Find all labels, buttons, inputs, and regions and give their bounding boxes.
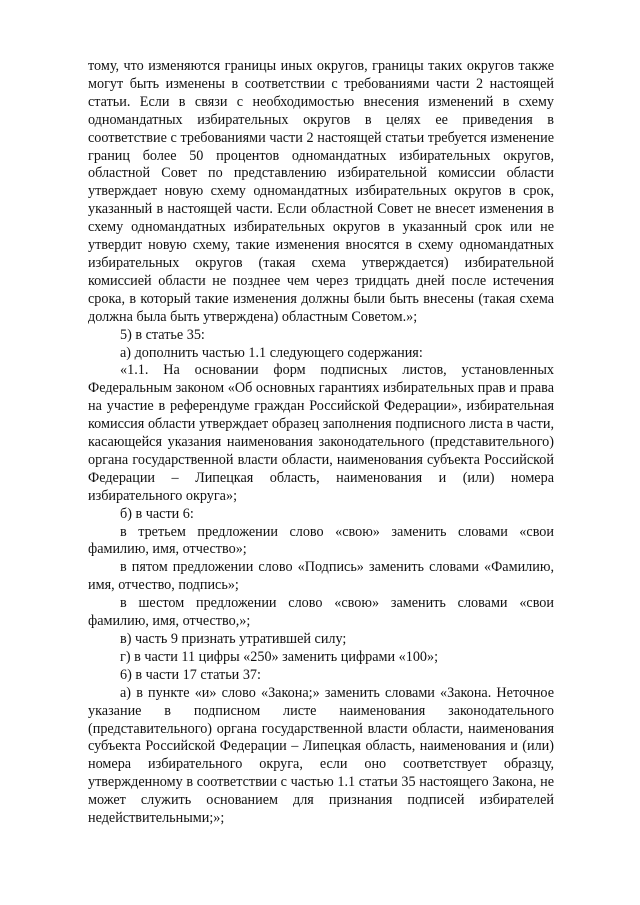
paragraph-third-sentence: в третьем предложении слово «свою» заменить словами «свои фамилию, имя, отчество»; [88,523,554,558]
paragraph-item-5v: в) часть 9 признать утратившей силу; [120,631,347,647]
paragraph-item-5a: а) дополнить частью 1.1 следующего содержания: [120,344,423,361]
paragraph-item-6a: а) в пункте «и» слово «Закона;» заменить словами «Закона. Неточное указание в подписном листе наименования законодательного (представительного) органа государственной власти области, наименования субъекта Российской Федерации – Липецкая область, наименования и (или) номера избирательного округа, если оно соответствует образцу, утвержденному в соответствии с частью 1.1 статьи 35 настоящего Закона, не может служить основанием для признания подписей избирателей недействительными;»; [88,684,554,827]
paragraph-continuation: тому, что изменяются границы иных округов, границы таких округов также могут быть изменены в соответствии с требованиями части 2 настоящей статьи. Если в связи с необходимостью внесения изменений в схему одномандатных избирательных округов в целях ее приведения в соответствие с требованиями части 2 настоящей статьи требуется изменение границ более 50 процентов одномандатных избирательных округов, областной Совет по представлению избирательной комиссии области утверждает новую схему одномандатных избирательных округов в срок, указанный в настоящей части. Если областной Совет не внесет изменения в схему одномандатных избирательных округов в указанный срок или не утвердит новую схему, такие изменения вносятся в схему одномандатных избирательных округов (такая схема утверждается) избирательной комиссией области не позднее чем через тридцать дней после истечения срока, в который такие изменения должны были быть внесены (такая схема должна была быть утверждена) областным Советом.»; [88,58,554,325]
document-page [88,58,554,828]
paragraph-fifth-sentence: в пятом предложении слово «Подпись» заменить словами «Фамилию, имя, отчество, подпись»; [88,559,554,594]
paragraph-item-6: 6) в части 17 статьи 37: [120,666,261,683]
paragraph-sixth-sentence: в шестом предложении слово «свою» заменить словами «свои фамилию, имя, отчество,»; [88,595,554,630]
paragraph-item-5g: г) в части 11 цифры «250» заменить цифрами «100»; [120,648,439,665]
paragraph-item-5: 5) в статье 35: [120,326,205,343]
paragraph-part-1-1: «1.1. На основании форм подписных листов, установленных Федеральным законом «Об основных гарантиях избирательных прав и права на участие в референдуме граждан Российской Федерации», избирательная комиссия области утверждает образец заполнения подписного листа в части, касающейся указания наименования законодательного (представительного) органа государственной власти области, наименования субъекта Российской Федерации – Липецкая область, наименования и (или) номера избирательного округа»; [88,362,554,504]
paragraph-item-5b: б) в части 6: [120,505,194,522]
